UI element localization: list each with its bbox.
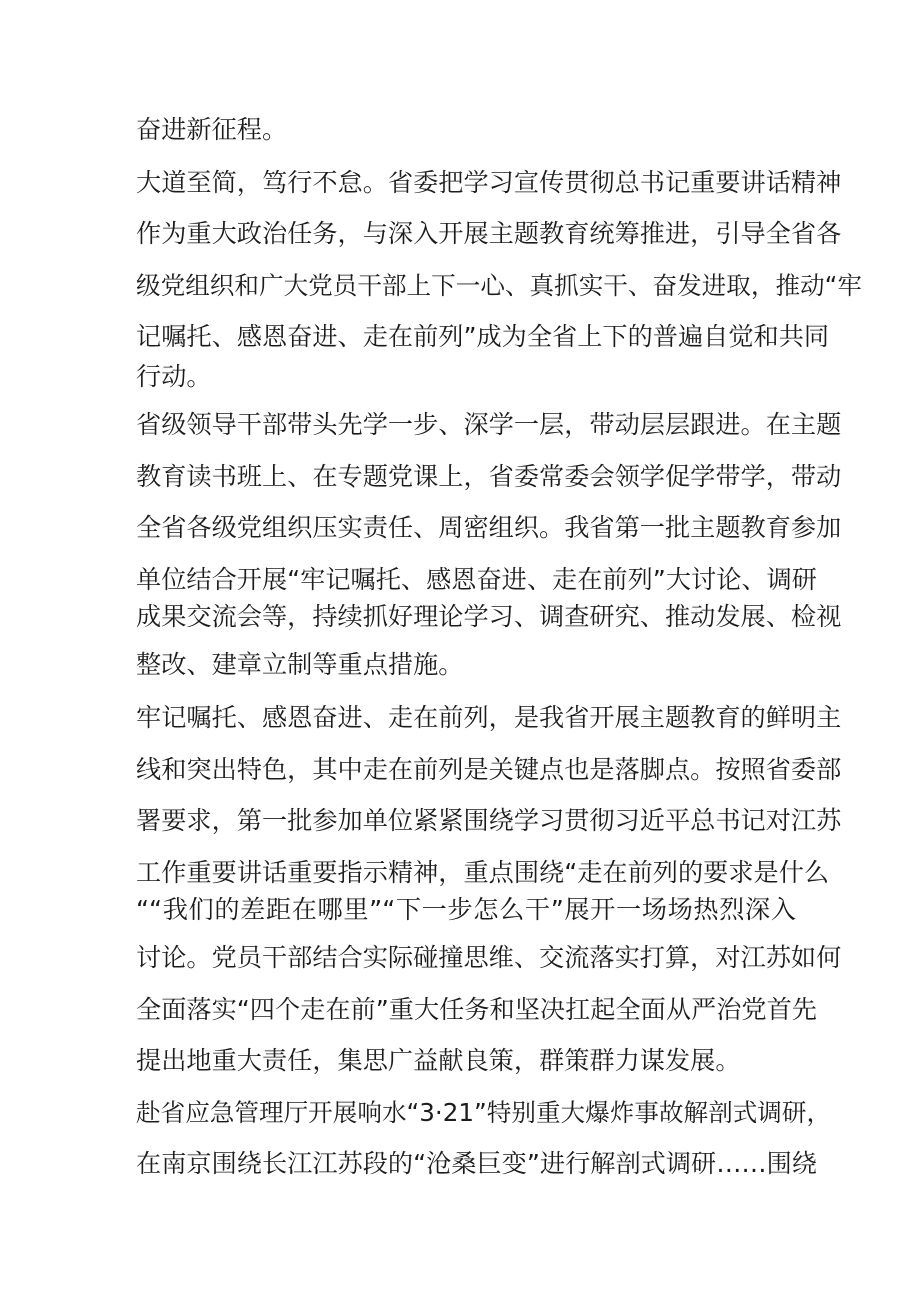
text-line: 记嘱托、感恩奋进、走在前列”成为全省上下的普遍自觉和共同	[136, 322, 830, 351]
text-line: 署要求，第一批参加单位紧紧围绕学习贯彻习近平总书记对江苏	[136, 806, 842, 835]
text-line: 级党组织和广大党员干部上下一心、真抓实干、奋发进取，推动“牢	[136, 271, 862, 300]
text-line: 教育读书班上、在专题党课上，省委常委会领学促学带学，带动	[136, 462, 842, 491]
text-line: 提出地重大责任，集思广益献良策，群策群力谋发展。	[136, 1046, 741, 1075]
text-line: 省级领导干部带头先学一步、深学一层，带动层层跟进。在主题	[136, 410, 842, 439]
text-line: 大道至简，笃行不怠。省委把学习宣传贯彻总书记重要讲话精神	[136, 168, 842, 197]
text-line: 牢记嘱托、感恩奋进、走在前列，是我省开展主题教育的鲜明主	[136, 703, 842, 732]
text-line: 赴省应急管理厅开展响水“3·21”特别重大爆炸事故解剖式调研，	[136, 1098, 832, 1127]
text-line: ““我们的差距在哪里”“下一步怎么干”展开一场场热烈深入	[136, 895, 796, 924]
text-line: 作为重大政治任务，与深入开展主题教育统筹推进，引导全省各	[136, 219, 842, 248]
text-line: 整改、建章立制等重点措施。	[136, 650, 464, 679]
text-line: 讨论。党员干部结合实际碰撞思维、交流落实打算，对江苏如何	[136, 943, 842, 972]
text-line: 成果交流会等，持续抓好理论学习、调查研究、推动发展、检视	[136, 602, 842, 631]
text-line: 在南京围绕长江江苏段的“沧桑巨变”进行解剖式调研……围绕	[136, 1149, 817, 1178]
text-line: 线和突出特色，其中走在前列是关键点也是落脚点。按照省委部	[136, 755, 842, 784]
text-line: 全面落实“四个走在前”重大任务和坚决扛起全面从严治党首先	[136, 995, 817, 1024]
text-line: 全省各级党组织压实责任、周密组织。我省第一批主题教育参加	[136, 513, 842, 542]
text-line: 工作重要讲话重要指示精神，重点围绕“走在前列的要求是什么	[136, 858, 830, 887]
text-line: 奋进新征程。	[136, 115, 288, 144]
text-line: 行动。	[136, 362, 212, 391]
text-line: 单位结合开展“牢记嘱托、感恩奋进、走在前列”大讨论、调研	[136, 565, 817, 594]
